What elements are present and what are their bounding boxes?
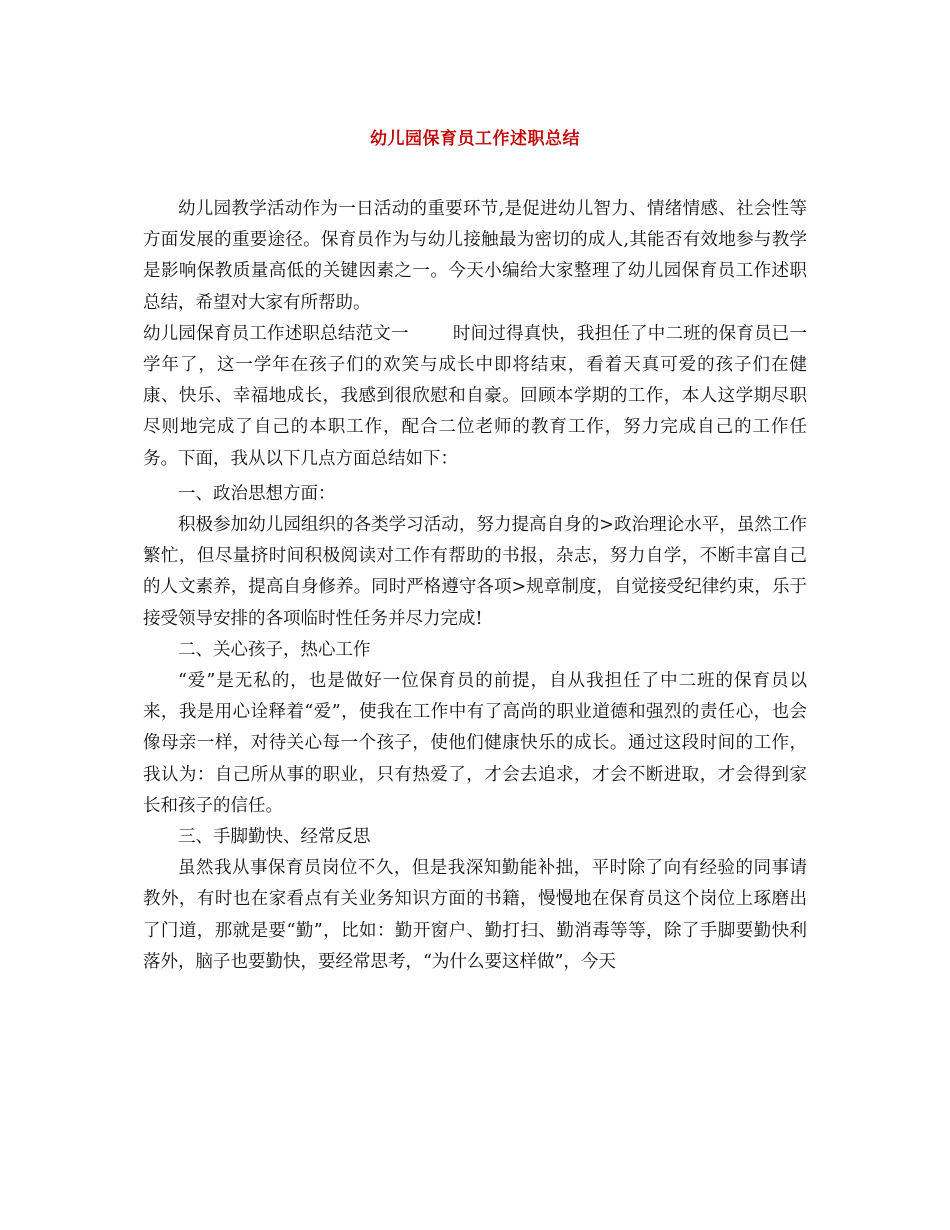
section-heading-diligence: 三、手脚勤快、经常反思 [178, 827, 371, 848]
section-body-care: “爱”是无私的，也是做好一位保育员的前提，自从我担任了中二班的保育员以来，我是用心诠释着“爱”，使我在工作中有了高尚的职业道德和强烈的责任心，也会像母亲一样，对待关心每一个孩子，使他们健康快乐的成长。通过这段时间的工作，我认为：自己所从事的职业，只有热爱了，才会去追求，才会不断进取，才会得到家长和孩子的信任。 [143, 671, 807, 816]
document-body [143, 194, 807, 978]
sample-opening: 时间过得真快，我担任了中二班的保育员已一学年了，这一学年在孩子们的欢笑与成长中即将结束，看着天真可爱的孩子们在健康、快乐、幸福地成长，我感到很欣慰和自豪。回顾本学期的工作，本人这学期尽职尽则地完成了自己的本职工作，配合二位老师的教育工作，努力完成自己的工作任务。下面，我从以下几点方面总结如下： [143, 323, 808, 469]
sample-label: 幼儿园保育员工作述职总结范文一 [143, 323, 409, 344]
section-body-politics: 积极参加幼儿园组织的各类学习活动，努力提高自身的>政治理论水平，虽然工作繁忙，但尽量挤时间积极阅读对工作有帮助的书报，杂志，努力自学，不断丰富自己的人文素养，提高自身修养。同时严格遵守各项>规章制度，自觉接受纪律约束，乐于接受领导安排的各项临时性任务并尽力完成! [143, 515, 807, 629]
section-body-diligence: 虽然我从事保育员岗位不久，但是我深知勤能补拙，平时除了向有经验的同事请教外，有时也在家看点有关业务知识方面的书籍，慢慢地在保育员这个岗位上琢磨出了门道，那就是要“勤”，比如：勤开窗户、勤打扫、勤消毒等等，除了手脚要勤快利落外，脑子也要勤快，要经常思考，“为什么要这样做”，今天 [143, 858, 807, 972]
section-heading-politics: 一、政治思想方面： [178, 483, 336, 504]
intro-paragraph: 幼儿园教学活动作为一日活动的重要环节,是促进幼儿智力、情绪情感、社会性等方面发展的重要途径。保育员作为与幼儿接触最为密切的成人,其能否有效地参与教学是影响保教质量高低的关键因素之一。今天小编给大家整理了幼儿园保育员工作述职总结，希望对大家有所帮助。 [143, 199, 807, 313]
sample-paragraph [143, 319, 807, 475]
section-heading-care: 二、关心孩子，热心工作 [178, 639, 371, 660]
document-title: 幼儿园保育员工作述职总结 [370, 129, 580, 149]
